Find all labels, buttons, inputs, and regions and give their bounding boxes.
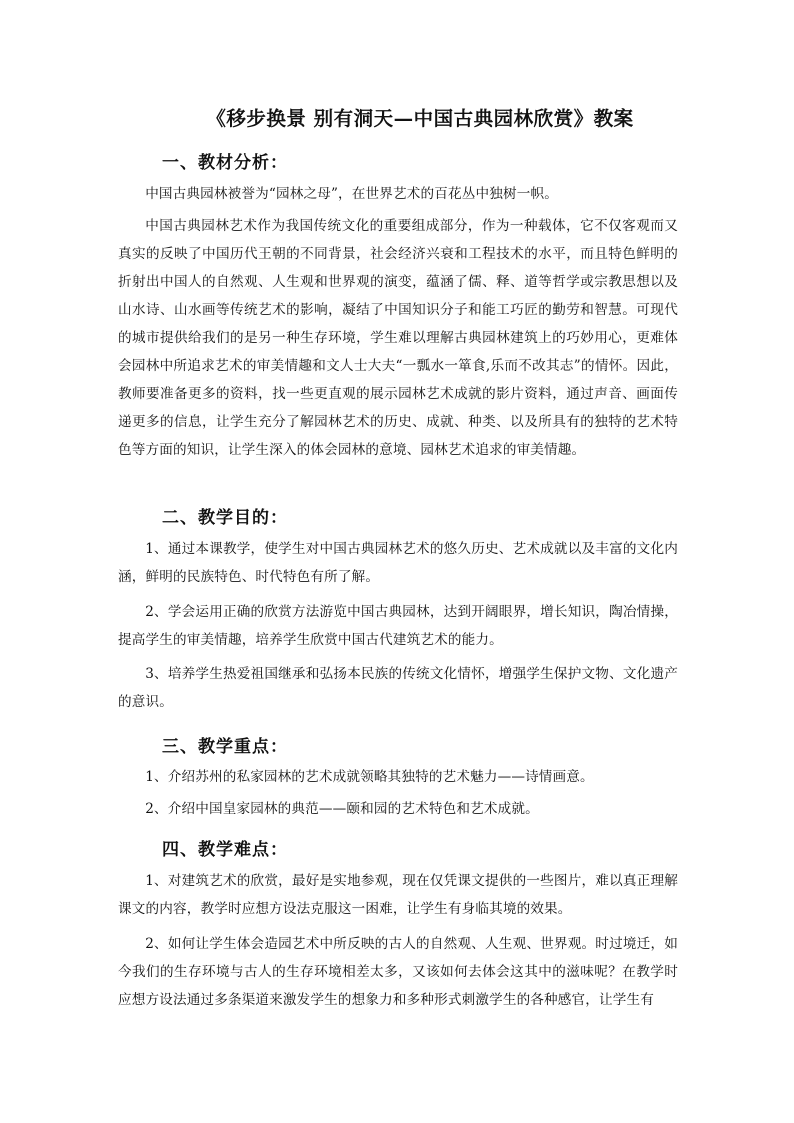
document-title: 《移步换景 别有洞天—中国古典园林欣赏》教案 [206, 107, 634, 130]
paragraph: 中国古典园林艺术作为我国传统文化的重要组成部分，作为一种载体，它不仅客观而又真实的反映了中国历代王朝的不同背景，社会经济兴衰和工程技术的水平，而且特色鲜明的折射出中国人的自然观、人生观和世界观的演变，蕴涵了儒、释、道等哲学或宗教思想以及山水诗、山水画等传统艺术的影响，凝结了中国知识分子和能工巧匠的勤劳和智慧。可现代的城市提供给我们的是另一种生存环境，学生难以理解古典园林建筑上的巧妙用心，更难体会园林中所追求艺术的审美情趣和文人士大夫“一瓢水一箪食,乐而不改其志”的情怀。因此，教师要准备更多的资料，找一些更直观的展示园林艺术成就的影片资料，通过声音、画面传递更多的信息，让学生充分了解园林艺术的历史、成就、种类、以及所具有的独特的艺术特色等方面的知识，让学生深入的体会园林的意境、园林艺术追求的审美情趣。 [118, 218, 678, 458]
section-heading-key-points: 三、教学重点： [162, 737, 288, 757]
section-heading-materials: 一、教材分析： [162, 153, 288, 173]
paragraph: 2、介绍中国皇家园林的典范——颐和园的艺术特色和艺术成就。 [145, 801, 539, 817]
paragraph: 1、介绍苏州的私家园林的艺术成就领略其独特的艺术魅力——诗情画意。 [145, 769, 594, 785]
paragraph: 中国古典园林被誉为“园林之母”，在世界艺术的百花丛中独树一帜。 [145, 186, 558, 202]
paragraph: 1、通过本课教学，使学生对中国古典园林艺术的悠久历史、艺术成就以及丰富的文化内涵，鲜明的民族特色、时代特色有所了解。 [118, 541, 678, 585]
paragraph: 3、培养学生热爱祖国继承和弘扬本民族的传统文化情怀，增强学生保护文物、文化遗产的意识。 [118, 666, 678, 710]
section-heading-objectives: 二、教学目的： [162, 508, 288, 528]
section-heading-difficulties: 四、教学难点： [162, 840, 288, 860]
paragraph: 1、对建筑艺术的欣赏，最好是实地参观，现在仅凭课文提供的一些图片，难以真正理解课文的内容，教学时应想方设法克服这一困难，让学生有身临其境的效果。 [118, 873, 678, 917]
paragraph: 2、如何让学生体会造园艺术中所反映的古人的自然观、人生观、世界观。时过境迁，如今我们的生存环境与古人的生存环境相差太多，又该如何去体会这其中的滋味呢？在教学时应想方设法通过多条渠道来激发学生的想象力和多种形式刺激学生的各种感官，让学生有 [118, 936, 678, 1008]
paragraph: 2、学会运用正确的欣赏方法游览中国古典园林，达到开阔眼界，增长知识，陶冶情操，提高学生的审美情趣，培养学生欣赏中国古代建筑艺术的能力。 [118, 604, 678, 648]
